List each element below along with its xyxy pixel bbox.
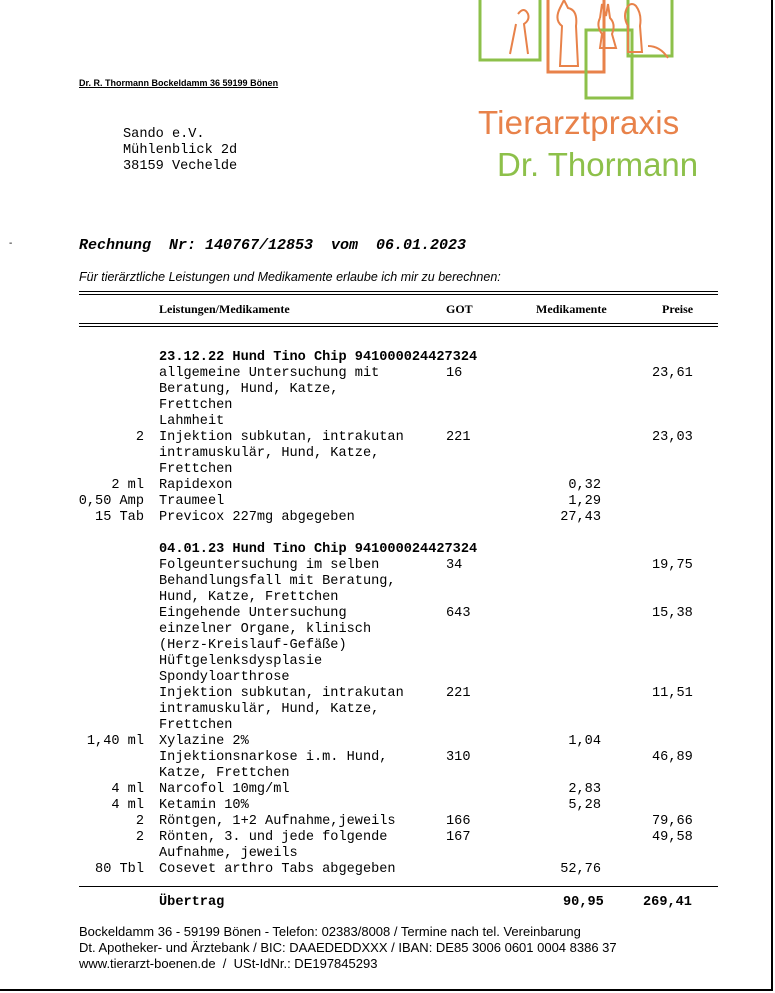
line-qty: 4 ml xyxy=(111,798,144,813)
footer-line-bank: Dt. Apotheker- und Ärztebank / BIC: DAAEDEDDXXX / IBAN: DE85 3006 0601 0004 8386 37 xyxy=(79,940,617,955)
footer-line-address: Bockeldamm 36 - 59199 Bönen - Telefon: 02383/8008 / Termine nach tel. Vereinbarung xyxy=(79,924,581,939)
line-description: Narcofol 10mg/ml xyxy=(159,782,290,797)
carry-meds-total: 90,95 xyxy=(563,895,604,910)
line-description: Rapidexon xyxy=(159,478,233,493)
recipient-street: Mühlenblick 2d xyxy=(123,143,238,158)
line-description: Ketamin 10% xyxy=(159,798,249,813)
line-description: intramuskulär, Hund, Katze, xyxy=(159,446,380,461)
line-description: Frettchen xyxy=(159,718,233,733)
line-description: Lahmheit xyxy=(159,414,225,429)
header-rule-top-2 xyxy=(79,294,718,295)
line-qty: 0,50 Amp xyxy=(78,494,144,509)
line-description: (Herz-Kreislauf-Gefäße) xyxy=(159,638,347,653)
sender-line: Dr. R. Thormann Bockeldamm 36 59199 Bönen xyxy=(79,78,279,88)
header-rule-bottom-2 xyxy=(79,326,718,327)
line-qty: 2 xyxy=(135,814,144,829)
line-qty: 80 Tbl xyxy=(95,862,144,877)
line-qty: 2 xyxy=(135,830,144,845)
line-price: 23,61 xyxy=(652,366,693,381)
line-qty: 1,40 ml xyxy=(86,734,144,749)
line-got: 221 xyxy=(446,430,471,445)
carry-price-total: 269,41 xyxy=(643,895,692,910)
col-header-meds: Medikamente xyxy=(536,302,607,316)
recipient-name: Sando e.V. xyxy=(123,127,205,142)
line-price: 49,58 xyxy=(652,830,693,845)
line-description: Frettchen xyxy=(159,462,233,477)
line-description: Traumeel xyxy=(159,494,225,509)
line-qty: 15 Tab xyxy=(95,510,144,525)
line-got: 16 xyxy=(446,366,463,381)
line-description: einzelner Organe, klinisch xyxy=(159,622,372,637)
line-price: 23,03 xyxy=(652,430,693,445)
line-description: Behandlungsfall mit Beratung, xyxy=(159,574,396,589)
line-med-amount: 5,28 xyxy=(568,798,601,813)
line-got: 166 xyxy=(446,814,471,829)
line-got: 643 xyxy=(446,606,471,621)
line-description: Aufnahme, jeweils xyxy=(159,846,298,861)
line-description: Cosevet arthro Tabs abgegeben xyxy=(159,862,396,877)
col-header-price: Preise xyxy=(662,302,694,316)
recipient-city: 38159 Vechelde xyxy=(123,159,238,174)
header-rule-top xyxy=(79,291,718,292)
line-description: allgemeine Untersuchung mit xyxy=(159,366,380,381)
line-med-amount: 27,43 xyxy=(560,510,601,525)
line-got: 221 xyxy=(446,686,471,701)
line-description: Xylazine 2% xyxy=(159,734,249,749)
invoice-title: Rechnung Nr: 140767/12853 vom 06.01.2023 xyxy=(79,237,467,254)
line-description: Spondyloarthrose xyxy=(159,670,290,685)
line-description: Injektion subkutan, intrakutan xyxy=(159,430,404,445)
line-price: 79,66 xyxy=(652,814,693,829)
footer-line-web: www.tierarzt-boenen.de / USt-IdNr.: DE197845293 xyxy=(79,956,378,971)
line-qty: 2 ml xyxy=(111,478,144,493)
line-med-amount: 52,76 xyxy=(560,862,601,877)
carry-label: Übertrag xyxy=(159,895,225,910)
line-description: Katze, Frettchen xyxy=(159,766,290,781)
col-header-got: GOT xyxy=(446,302,473,316)
line-med-amount: 1,04 xyxy=(568,734,601,749)
line-description: Hüftgelenksdysplasie xyxy=(159,654,323,669)
line-description: 23.12.22 Hund Tino Chip 941000024427324 xyxy=(159,350,478,365)
line-price: 19,75 xyxy=(652,558,693,573)
line-med-amount: 1,29 xyxy=(568,494,601,509)
logo-subtitle: Dr. Thormann xyxy=(497,146,699,183)
intro-text: Für tierärztliche Leistungen und Medikamente erlaube ich mir zu berechnen: xyxy=(79,270,501,284)
line-description: Injektionsnarkose i.m. Hund, xyxy=(159,750,388,765)
line-description: Röntgen, 1+2 Aufnahme,jeweils xyxy=(159,814,396,829)
line-description: Folgeuntersuchung im selben xyxy=(159,558,380,573)
line-description: Beratung, Hund, Katze, xyxy=(159,382,339,397)
line-med-amount: 2,83 xyxy=(568,782,601,797)
logo-title: Tierarztpraxis xyxy=(478,104,680,141)
line-price: 11,51 xyxy=(652,686,693,701)
header-rule-bottom xyxy=(79,323,718,324)
line-description: Eingehende Untersuchung xyxy=(159,606,347,621)
line-qty: 4 ml xyxy=(111,782,144,797)
line-description: 04.01.23 Hund Tino Chip 941000024427324 xyxy=(159,542,478,557)
line-qty: 2 xyxy=(135,430,144,445)
line-med-amount: 0,32 xyxy=(568,478,601,493)
line-price: 46,89 xyxy=(652,750,693,765)
line-description: Injektion subkutan, intrakutan xyxy=(159,686,404,701)
line-got: 310 xyxy=(446,750,471,765)
line-description: Frettchen xyxy=(159,398,233,413)
carry-rule xyxy=(79,886,718,887)
line-got: 167 xyxy=(446,830,471,845)
col-header-item: Leistungen/Medikamente xyxy=(159,302,290,316)
logo-animals-illustration xyxy=(478,0,678,102)
line-description: Previcox 227mg abgegeben xyxy=(159,510,355,525)
line-description: intramuskulär, Hund, Katze, xyxy=(159,702,380,717)
line-got: 34 xyxy=(446,558,463,573)
line-price: 15,38 xyxy=(652,606,693,621)
line-description: Rönten, 3. und jede folgende xyxy=(159,830,388,845)
line-description: Hund, Katze, Frettchen xyxy=(159,590,339,605)
margin-mark: - xyxy=(9,238,13,249)
